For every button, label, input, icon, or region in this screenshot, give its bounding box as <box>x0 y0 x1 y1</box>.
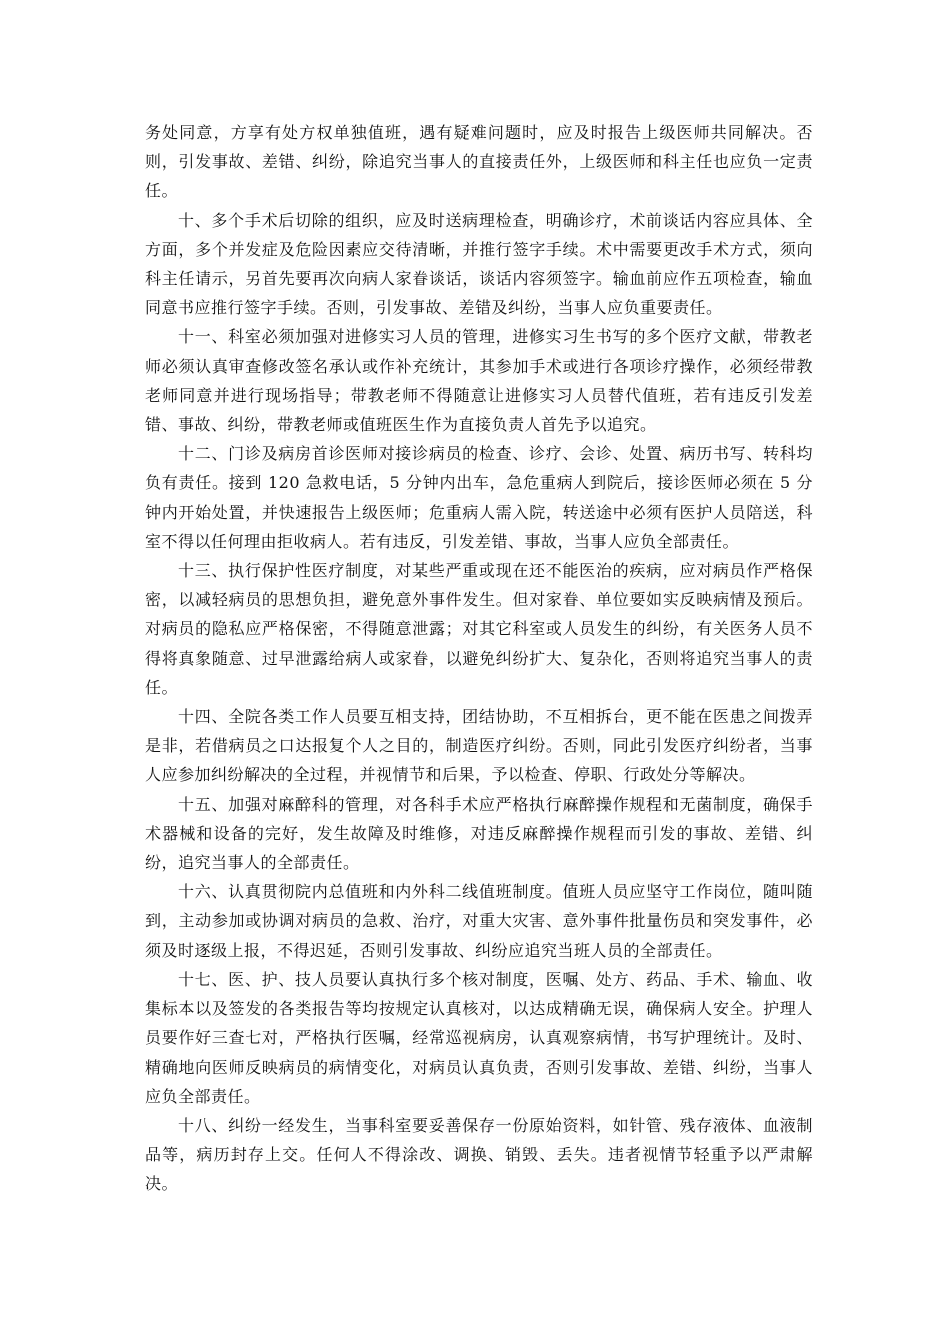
paragraph-article-11: 十一、科室必须加强对进修实习人员的管理，进修实习生书写的多个医疗文献，带教老师必须认真审查修改签名承认或作补充统计，其参加手术或进行各项诊疗操作，必须经带教老师同意并进行现场指导；带教老师不得随意让进修实习人员替代值班，若有违反引发差错、事故、纠纷，带教老师或值班医生作为直接负责人首先予以追究。 <box>145 327 813 435</box>
paragraph-article-10: 十、多个手术后切除的组织，应及时送病理检查，明确诊疗，术前谈话内容应具体、全方面，多个并发症及危险因素应交待清晰，并推行签字手续。术中需要更改手术方式，须向科主任请示，另首先要再次向病人家眷谈话，谈话内容须签字。输血前应作五项检查，输血同意书应推行签字手续。否则，引发事故、差错及纠纷，当事人应负重要责任。 <box>145 210 813 318</box>
paragraph-continued: 务处同意，方享有处方权单独值班，遇有疑难问题时，应及时报告上级医师共同解决。否则，引发事故、差错、纠纷，除追究当事人的直接责任外，上级医师和科主任也应负一定责任。 <box>145 123 813 201</box>
paragraph-article-17: 十七、医、护、技人员要认真执行多个核对制度，医嘱、处方、药品、手术、输血、收集标本以及签发的各类报告等均按规定认真核对，以达成精确无误，确保病人安全。护理人员要作好三查七对，严格执行医嘱，经常巡视病房，认真观察病情，书写护理统计。及时、精确地向医师反映病员的病情变化，对病员认真负责，否则引发事故、差错、纠纷，当事人应负全部责任。 <box>145 969 813 1106</box>
paragraph-article-14: 十四、全院各类工作人员要互相支持，团结协助，不互相拆台，更不能在医患之间拨弄是非，若借病员之口达报复个人之目的，制造医疗纠纷。否则，同此引发医疗纠纷者，当事人应参加纠纷解决的全过程，并视情节和后果，予以检查、停职、行政处分等解决。 <box>145 707 813 785</box>
paragraph-article-18: 十八、纠纷一经发生，当事科室要妥善保存一份原始资料，如针管、残存液体、血液制品等，病历封存上交。任何人不得涂改、调换、销毁、丢失。违者视情节轻重予以严肃解决。 <box>145 1115 813 1194</box>
document-body <box>145 118 813 1199</box>
paragraph-article-16: 十六、认真贯彻院内总值班和内外科二线值班制度。值班人员应坚守工作岗位，随叫随到，主动参加或协调对病员的急救、治疗，对重大灾害、意外事件批量伤员和突发事件，必须及时逐级上报，不得迟延，否则引发事故、纠纷应追究当班人员的全部责任。 <box>145 882 813 960</box>
paragraph-article-12: 十二、门诊及病房首诊医师对接诊病员的检查、诊疗、会诊、处置、病历书写、转科均负有责任。接到 120 急救电话，5 分钟内出车，急危重病人到院后，接诊医师必须在 5 分钟内开始处置，并快速报告上级医师；危重病人需入院，转送途中必须有医护人员陪送，科室不得以任何理由拒收病人。若有违反，引发差错、事故，当事人应负全部责任。 <box>145 444 813 551</box>
paragraph-article-15: 十五、加强对麻醉科的管理，对各科手术应严格执行麻醉操作规程和无菌制度，确保手术器械和设备的完好，发生故障及时维修，对违反麻醉操作规程而引发的事故、差错、纠纷，追究当事人的全部责任。 <box>145 794 813 873</box>
paragraph-article-13: 十三、执行保护性医疗制度，对某些严重或现在还不能医治的疾病，应对病员作严格保密，以减轻病员的思想负担，避免意外事件发生。但对家眷、单位要如实反映病情及预后。对病员的隐私应严格保密，不得随意泄露；对其它科室或人员发生的纠纷，有关医务人员不得将真象随意、过早泄露给病人或家眷，以避免纠纷扩大、复杂化，否则将追究当事人的责任。 <box>145 561 813 697</box>
